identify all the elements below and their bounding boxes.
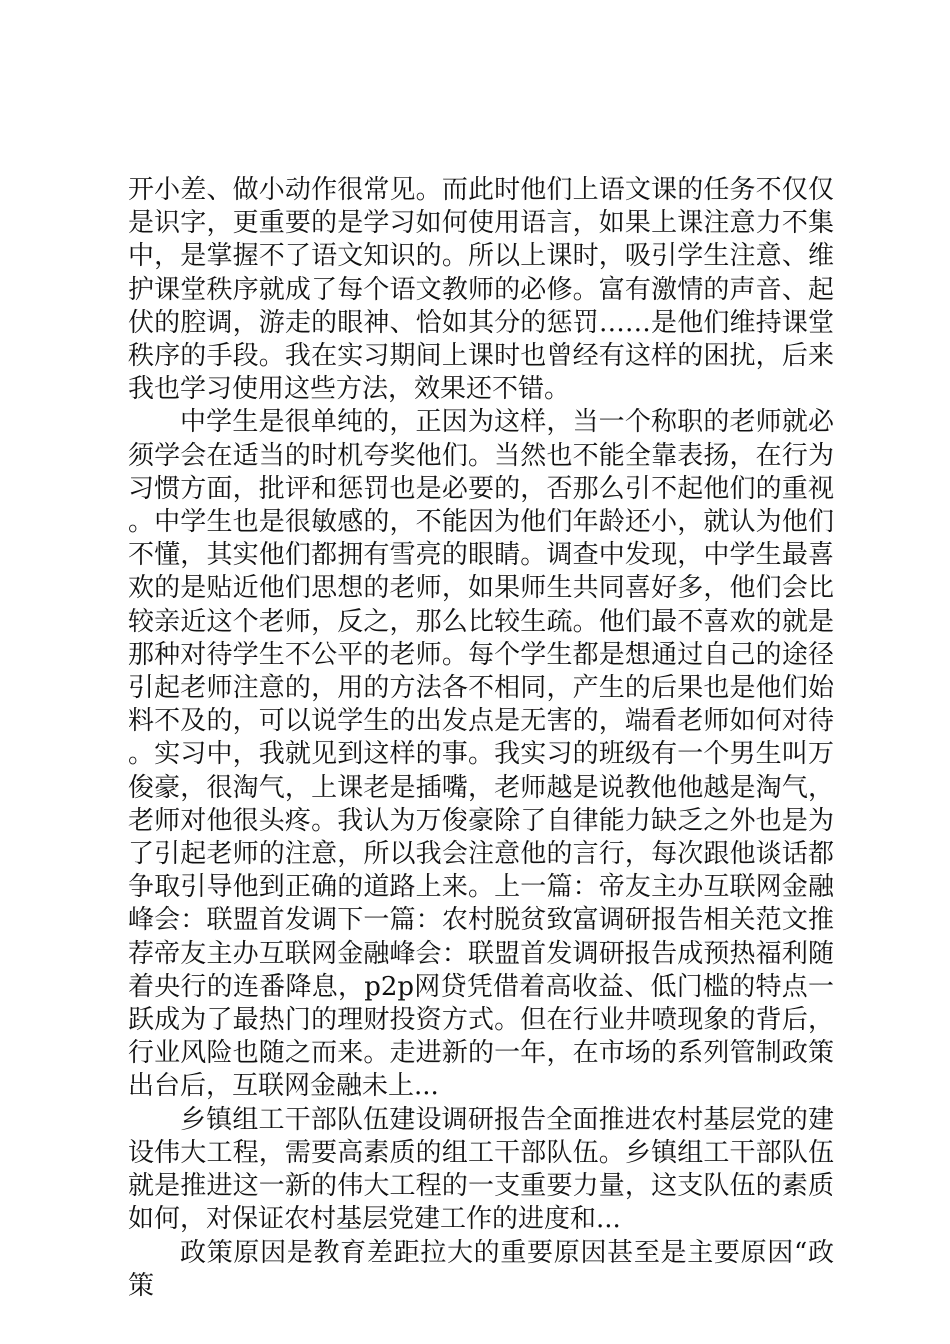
paragraph-2: 中学生是很单纯的，正因为这样，当一个称职的老师就必须学会在适当的时机夸奖他们。当然也不能全靠表扬，在行为习惯方面，批评和惩罚也是必要的，否那么引不起他们的重视。中学生也是很敏感的，不能因为他们年龄还小，就认为他们不懂，其实他们都拥有雪亮的眼睛。调查中发现，中学生最喜欢的是贴近他们思想的老师，如果师生共同喜好多，他们会比较亲近这个老师，反之，那么比较生疏。他们最不喜欢的就是那种对待学生不公平的老师。每个学生都是想通过自己的途径引起老师注意的，用的方法各不相同，产生的后果也是他们始料不及的，可以说学生的出发点是无害的，端看老师如何对待。实习中，我就见到这样的事。我实习的班级有一个男生叫万俊豪，很淘气，上课老是插嘴，老师越是说教他他越是淘气，老师对他很头疼。我认为万俊豪除了自律能力缺乏之外也是为了引起老师的注意，所以我会注意他的言行，每次跟他谈话都争取引导他到正确的道路上来。上一篇：帝友主办互联网金融峰会：联盟首发调下一篇：农村脱贫致富调研报告相关范文推荐帝友主办互联网金融峰会：联盟首发调研报告成预热福利随着央行的连番降息，p2p网贷凭借着高收益、低门槛的特点一跃成为了最热门的理财投资方式。但在行业井喷现象的背后，行业风险也随之而来。走进新的一年，在市场的系列管制政策出台后，互联网金融未上... bbox=[128, 407, 834, 1102]
paragraph-1: 开小差、做小动作很常见。而此时他们上语文课的任务不仅仅是识字，更重要的是学习如何使用语言，如果上课注意力不集中，是掌握不了语文知识的。所以上课时，吸引学生注意、维护课堂秩序就成了每个语文教师的必修。富有激情的声音、起伏的腔调，游走的眼神、恰如其分的惩罚……是他们维持课堂秩序的手段。我在实习期间上课时也曾经有这样的困扰，后来我也学习使用这些方法，效果还不错。 bbox=[128, 175, 834, 405]
paragraph-4: 政策原因是教育差距拉大的重要原因甚至是主要原因“政策 bbox=[128, 1237, 834, 1301]
paragraph-3: 乡镇组工干部队伍建设调研报告全面推进农村基层党的建设伟大工程，需要高素质的组工干部队伍。乡镇组工干部队伍就是推进这一新的伟大工程的一支重要力量，这支队伍的素质如何，对保证农村基层党建工作的进度和... bbox=[128, 1104, 834, 1235]
document-body bbox=[128, 174, 834, 1303]
